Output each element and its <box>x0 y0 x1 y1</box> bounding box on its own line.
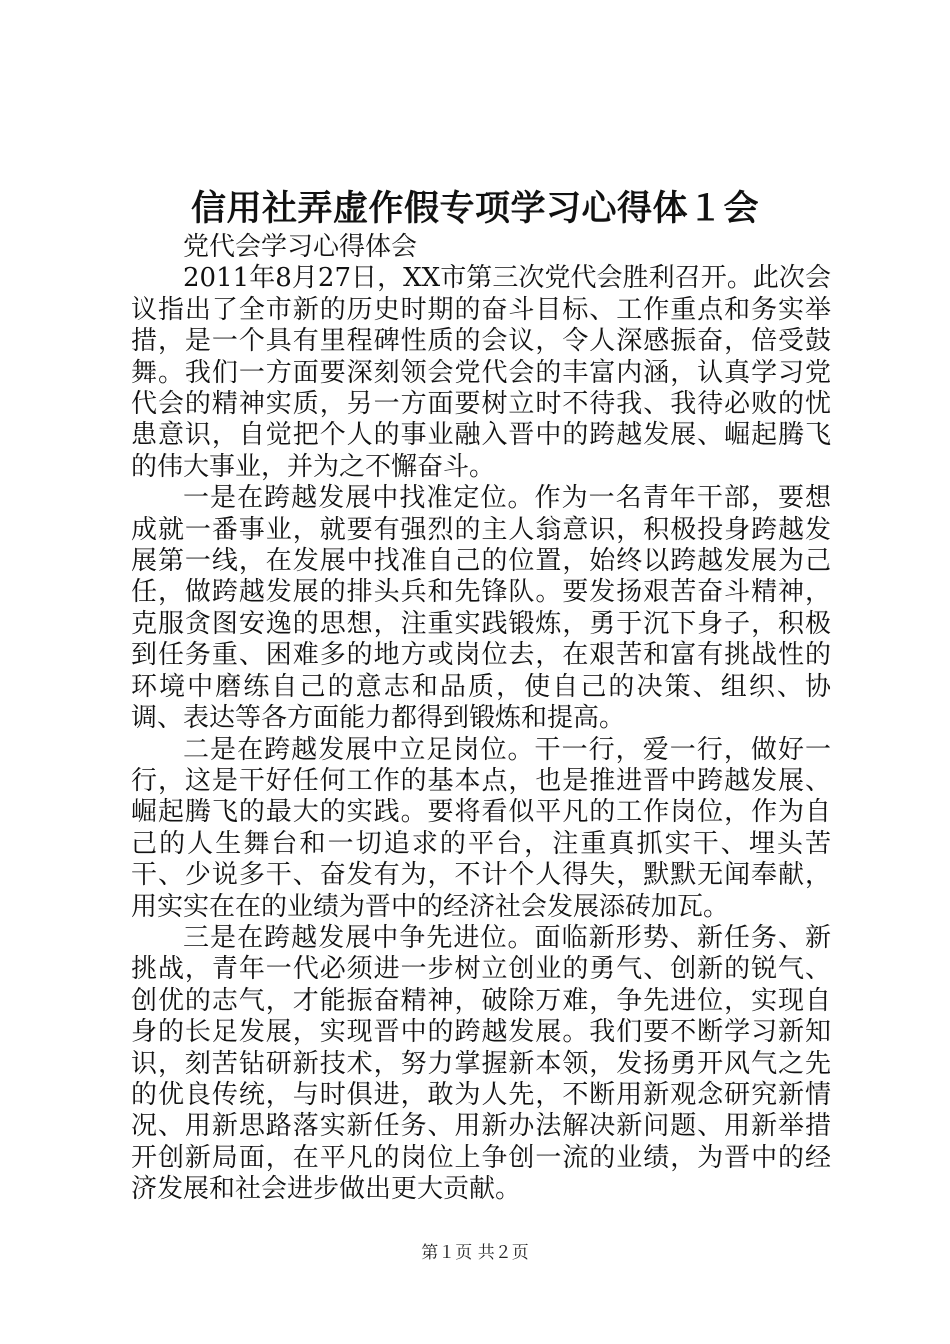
paragraph-subtitle: 党代会学习心得体会 <box>183 232 418 262</box>
paragraph-point-one: 一是在跨越发展中找准定位。作为一名青年干部，要想成就一番事业，就要有强烈的主人翁意识，积极投身跨越发展第一线，在发展中找准自己的位置，始终以跨越发展为己任，做跨越发展的排头兵和先锋队。要发扬艰苦奋斗精神，克服贪图安逸的思想，注重实践锻炼，勇于沉下身子，积极到任务重、困难多的地方或岗位去，在艰苦和富有挑战性的环境中磨练自己的意志和品质，使自己的决策、组织、协调、表达等各方面能力都得到锻炼和提高。 <box>131 483 831 734</box>
document-title: 信用社弄虚作假专项学习心得体１会 <box>190 188 759 229</box>
paragraph-intro: 2011年8月27日，XX市第三次党代会胜利召开。此次会议指出了全市新的历史时期的奋斗目标、工作重点和务实举措，是一个具有里程碑性质的会议，令人深感振奋，倍受鼓舞。我们一方面要深刻领会党代会的丰富内涵，认真学习党代会的精神实质，另一方面要树立时不待我、我待必败的忧患意识，自觉把个人的事业融入晋中的跨越发展、崛起腾飞的伟大事业，并为之不懈奋斗。 <box>131 263 831 482</box>
document-body <box>131 232 831 1206</box>
paragraph-point-two: 二是在跨越发展中立足岗位。干一行，爱一行，做好一行，这是干好任何工作的基本点，也是推进晋中跨越发展、崛起腾飞的最大的实践。要将看似平凡的工作岗位，作为自己的人生舞台和一切追求的平台，注重真抓实干、埋头苦干、少说多干、奋发有为，不计个人得失，默默无闻奉献，用实实在在的业绩为晋中的经济社会发展添砖加瓦。 <box>131 734 831 922</box>
paragraph-point-three: 三是在跨越发展中争先进位。面临新形势、新任务、新挑战，青年一代必须进一步树立创业的勇气、创新的锐气、创优的志气，才能振奋精神，破除万难，争先进位，实现自身的长足发展，实现晋中的跨越发展。我们要不断学习新知识，刻苦钻研新技术，努力掌握新本领，发扬勇开风气之先的优良传统，与时俱进，敢为人先，不断用新观念研究新情况、用新思路落实新任务、用新办法解决新问题、用新举措开创新局面，在平凡的岗位上争创一流的业绩，为晋中的经济发展和社会进步做出更大贡献。 <box>131 922 831 1205</box>
page-number-footer: 第１页 共２页 <box>421 1243 529 1263</box>
